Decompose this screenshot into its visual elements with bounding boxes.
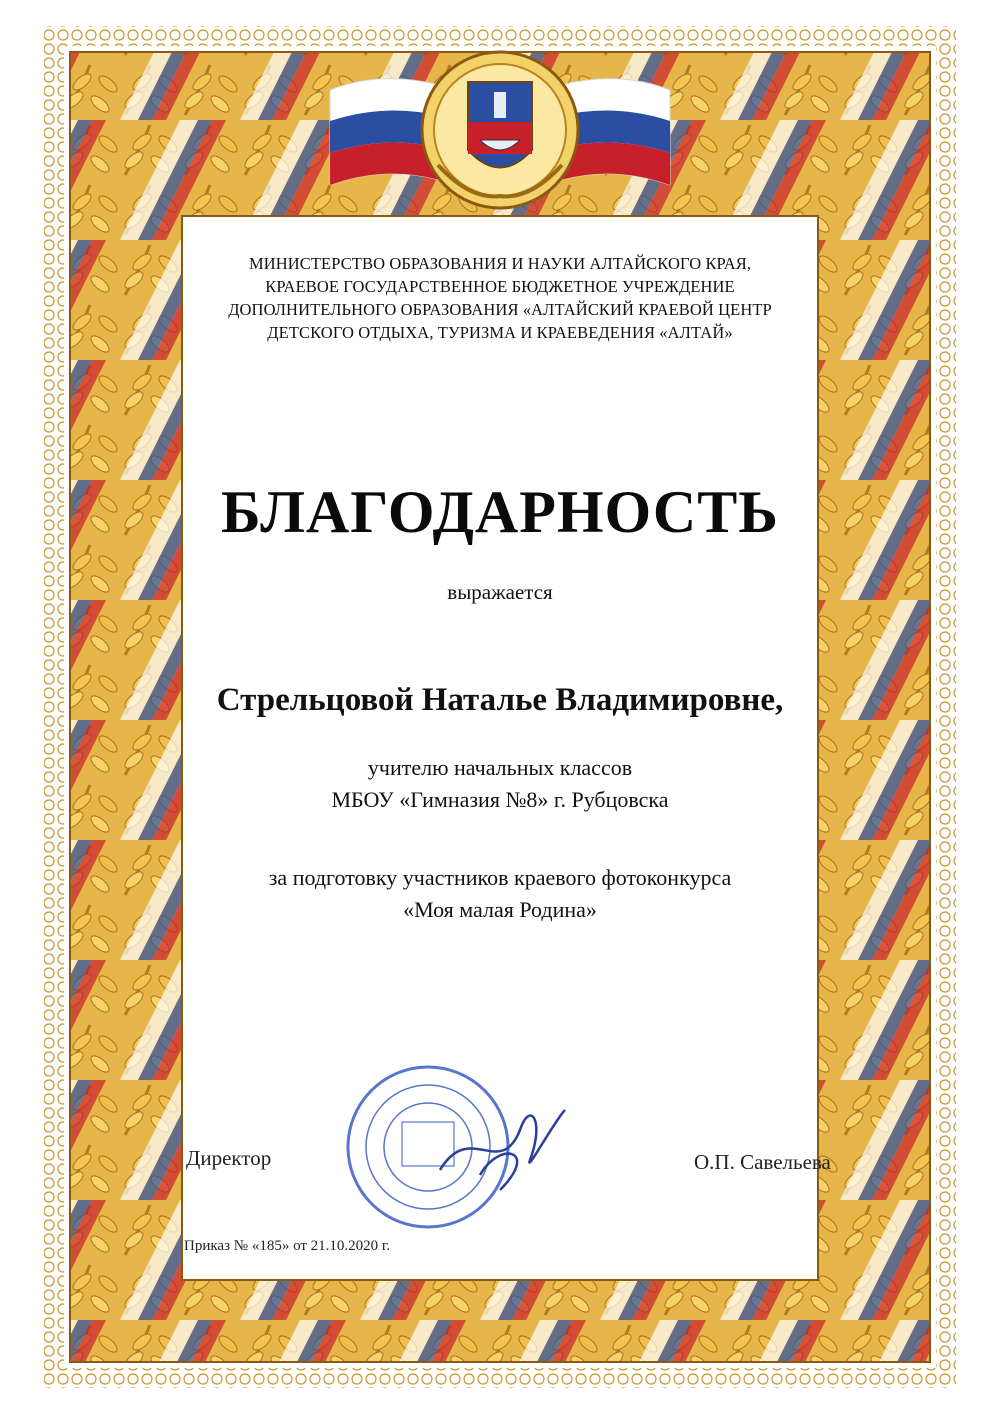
organization-line: ДЕТСКОГО ОТДЫХА, ТУРИЗМА И КРАЕВЕДЕНИЯ «АЛТАЙ»	[267, 323, 733, 342]
recipient-role	[0, 752, 1000, 816]
organization-line: КРАЕВОЕ ГОСУДАРСТВЕННОЕ БЮДЖЕТНОЕ УЧРЕЖДЕНИЕ	[265, 277, 735, 296]
award-reason	[0, 862, 1000, 926]
organization-header	[0, 252, 1000, 344]
altai-coat-of-arms-icon	[422, 52, 578, 208]
certificate-title: БЛАГОДАРНОСТЬ	[221, 479, 779, 545]
recipient-role-line: МБОУ «Гимназия №8» г. Рубцовска	[331, 787, 669, 812]
award-reason-line: за подготовку участников краевого фотоконкурса	[268, 865, 732, 890]
signatory-position: Директор	[186, 1146, 272, 1170]
organization-line: МИНИСТЕРСТВО ОБРАЗОВАНИЯ И НАУКИ АЛТАЙСКОГО КРАЯ,	[248, 254, 752, 273]
recipient-role-line: учителю начальных классов	[367, 755, 633, 780]
organization-line: ДОПОЛНИТЕЛЬНОГО ОБРАЗОВАНИЯ «АЛТАЙСКИЙ КРАЕВОЙ ЦЕНТР	[228, 300, 772, 319]
expressed-text: выражается	[447, 580, 553, 604]
signatory-name: О.П. Савельева	[694, 1150, 831, 1174]
award-reason-line: «Моя малая Родина»	[403, 897, 597, 922]
order-note: Приказ № «185» от 21.10.2020 г.	[184, 1238, 391, 1254]
recipient-name: Стрельцовой Наталье Владимировне,	[216, 682, 784, 718]
